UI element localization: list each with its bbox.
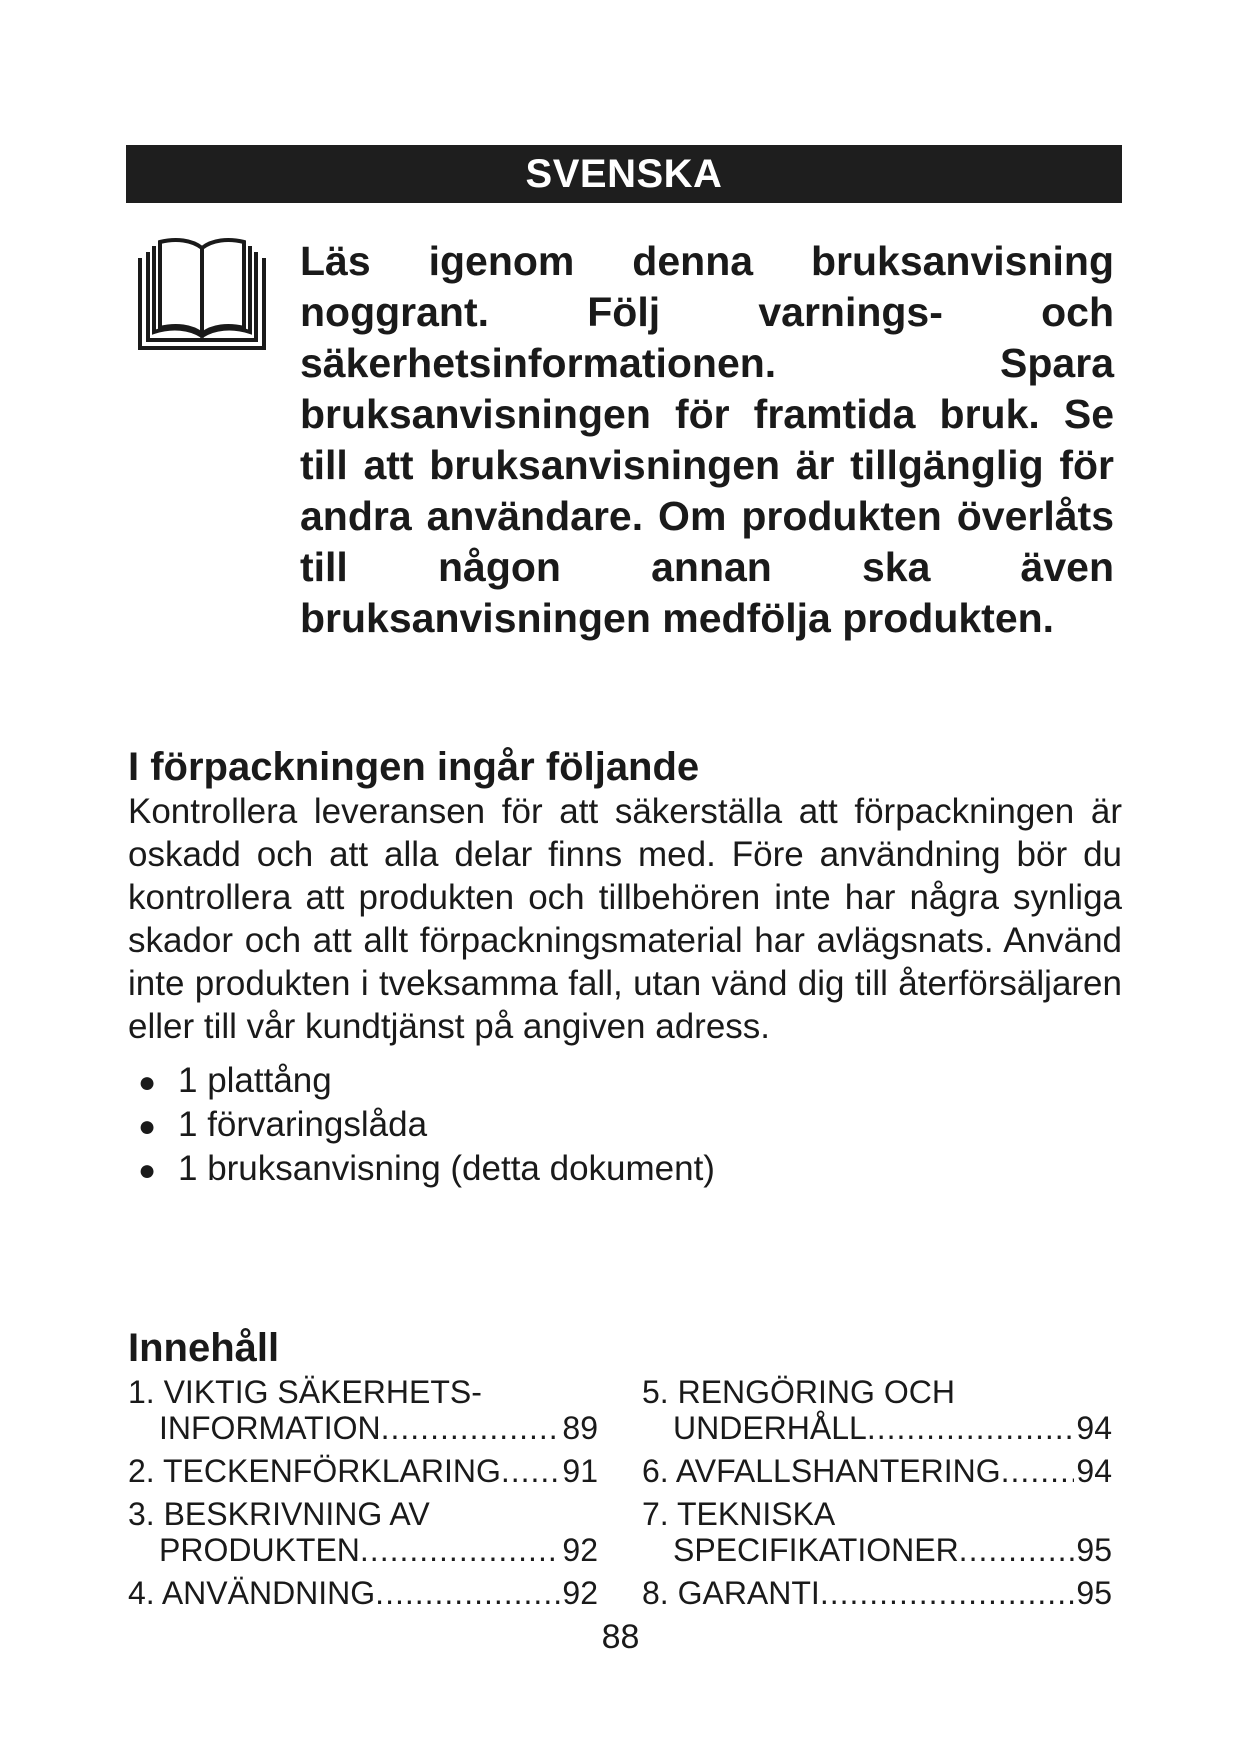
toc-dot-leader xyxy=(959,1532,1075,1568)
toc-page-number: 92 xyxy=(562,1575,598,1611)
toc-entry-title: 7. TEKNISKA xyxy=(642,1496,836,1532)
toc-dot-leader xyxy=(375,1575,560,1611)
list-item xyxy=(138,1148,715,1192)
toc-entry-title: 5. RENGÖRING OCH xyxy=(642,1374,955,1410)
toc-entry[interactable] xyxy=(642,1575,1112,1611)
toc-entry-title-continued: UNDERHÅLL xyxy=(673,1410,867,1446)
toc-entry[interactable] xyxy=(642,1374,1112,1446)
toc-page-number: 94 xyxy=(1076,1410,1112,1446)
toc-entry[interactable] xyxy=(642,1453,1112,1489)
toc-entry-title: 1. VIKTIG SÄKERHETS- xyxy=(128,1374,482,1410)
list-item xyxy=(138,1104,715,1148)
toc-entry[interactable] xyxy=(128,1453,598,1489)
table-of-contents-heading: Innehåll xyxy=(128,1326,280,1370)
toc-entry-title: 2. TECKENFÖRKLARING xyxy=(128,1453,501,1489)
list-item xyxy=(138,1060,715,1104)
intro-paragraph: Läs igenom denna bruksanvisning noggrant. Följ varnings- och säkerhetsinformationen. Spara bruksanvisningen för framtida bruk. Se till att bruksanvisningen är tillgänglig för andra användare. Om produkten överlåts till någon annan ska även bruksanvisningen medfölja produkten. xyxy=(300,238,1114,641)
language-header-bar xyxy=(126,145,1122,203)
toc-page-number: 94 xyxy=(1076,1453,1112,1489)
toc-dot-leader xyxy=(360,1532,561,1568)
toc-entry[interactable] xyxy=(128,1575,598,1611)
toc-entry-title: 4. ANVÄNDNING xyxy=(128,1575,376,1611)
package-contents-text: Kontrollera leveransen för att säkerställa att förpackningen är oskadd och att alla delar finns med. Före användning bör du kontrollera att produkten och tillbehören inte har några synliga skador och att allt förpackningsmaterial har avlägsnats. Använd inte produkten i tveksamma fall, utan vänd dig till återförsäljaren eller till vår kundtjänst på angiven adress. xyxy=(128,792,1122,1046)
toc-dot-leader xyxy=(501,1453,561,1489)
page-number: 88 xyxy=(601,1618,640,1656)
bullet-icon: ● xyxy=(138,1066,157,1099)
list-item-label: 1 bruksanvisning (detta dokument) xyxy=(178,1149,715,1188)
toc-dot-leader xyxy=(1001,1453,1075,1489)
list-item-label: 1 plattång xyxy=(178,1061,332,1100)
toc-entry[interactable] xyxy=(128,1496,598,1568)
toc-entry-title-continued: SPECIFIKATIONER xyxy=(673,1532,959,1568)
toc-entry[interactable] xyxy=(642,1496,1112,1568)
toc-entry-title: 8. GARANTI xyxy=(642,1575,820,1611)
toc-right-column xyxy=(642,1374,1112,1618)
list-item-label: 1 förvaringslåda xyxy=(178,1105,428,1144)
toc-page-number: 91 xyxy=(562,1453,598,1489)
toc-dot-leader xyxy=(867,1410,1075,1446)
toc-dot-leader xyxy=(820,1575,1075,1611)
toc-entry-title-continued: PRODUKTEN xyxy=(159,1532,360,1568)
package-contents-heading: I förpackningen ingår följande xyxy=(128,745,700,789)
toc-page-number: 95 xyxy=(1076,1575,1112,1611)
open-book-icon xyxy=(132,236,272,356)
toc-entry-title-continued: INFORMATION xyxy=(159,1410,381,1446)
language-label: SVENSKA xyxy=(525,151,723,196)
bullet-icon: ● xyxy=(138,1154,157,1187)
toc-page-number: 95 xyxy=(1076,1532,1112,1568)
toc-page-number: 92 xyxy=(562,1532,598,1568)
toc-entry-title: 3. BESKRIVNING AV xyxy=(128,1496,430,1532)
package-items-list xyxy=(138,1060,715,1192)
bullet-icon: ● xyxy=(138,1110,157,1143)
toc-page-number: 89 xyxy=(562,1410,598,1446)
toc-left-column xyxy=(128,1374,598,1618)
toc-entry-title: 6. AVFALLSHANTERING xyxy=(642,1453,1001,1489)
toc-dot-leader xyxy=(381,1410,561,1446)
toc-entry[interactable] xyxy=(128,1374,598,1446)
